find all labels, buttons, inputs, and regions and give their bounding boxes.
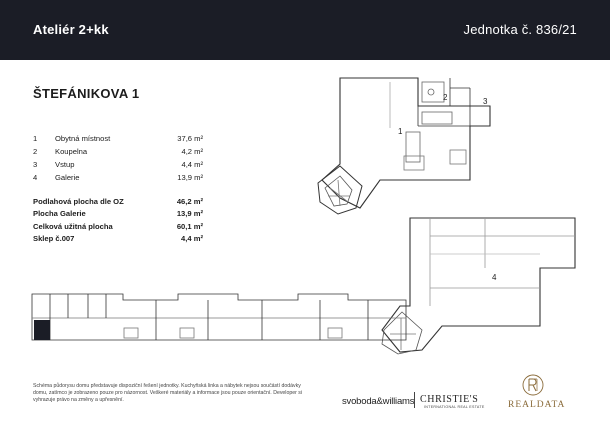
disclaimer-text: Schéma půdorysu domu představuje dispoziční řešení jednotky. Kuchyňská linka a nábytek nejsou součástí dodávky domu, zatímco je zobrazeno pouze pro názornost. Veškeré materiály a informace jsou pouze orientační. Developer si vyhrazuje právo na změny a upřesnění. [33, 383, 303, 403]
plan-label-room3: 3 [483, 97, 488, 106]
room-number: 1 [33, 134, 38, 143]
room-area: 4,4 m² [181, 160, 203, 169]
christies-logo: CHRISTIE'S [420, 394, 479, 405]
unit-number: Jednotka č. 836/21 [463, 22, 577, 37]
summary-value: 60,1 m² [176, 221, 203, 231]
room-name: Galerie [55, 173, 80, 182]
summary-row [33, 209, 203, 221]
unit-type-title: Ateliér 2+kk [33, 22, 109, 37]
lower-floor-plan [318, 78, 490, 214]
christies-subtitle: INTERNATIONAL REAL ESTATE [424, 405, 485, 409]
room-row [33, 160, 203, 173]
room-number: 3 [33, 160, 38, 169]
building-location-map [28, 290, 408, 352]
summary-label: Sklep č.007 [33, 234, 75, 244]
room-row [33, 134, 203, 147]
summary-value: 13,9 m² [176, 209, 203, 219]
room-area: 37,6 m² [177, 134, 203, 143]
summary-label: Podlahová plocha dle OZ [33, 197, 124, 206]
svoboda-williams-logo: svoboda&williams [342, 396, 415, 407]
summary-row [33, 234, 203, 246]
realdata-logo: REALDATA [508, 400, 566, 410]
highlighted-unit [34, 320, 50, 340]
address-heading: ŠTEFÁNIKOVA 1 [33, 86, 140, 101]
room-name: Koupelna [55, 147, 88, 156]
room-area: 13,9 m² [177, 173, 203, 182]
room-name: Vstup [55, 160, 75, 169]
plan-label-room4: 4 [492, 273, 497, 282]
room-row [33, 173, 203, 186]
gallery-floor-plan [382, 218, 575, 354]
realdata-emblem-icon [522, 374, 544, 396]
summary-value: 46,2 m² [176, 197, 203, 206]
room-number: 2 [33, 147, 38, 156]
logo-divider [414, 392, 415, 408]
room-row [33, 147, 203, 160]
area-summary [33, 197, 203, 247]
rooms-table [33, 134, 203, 186]
plan-label-room1: 1 [398, 127, 403, 136]
room-area: 4,2 m² [181, 147, 203, 156]
plan-label-room2: 2 [443, 93, 448, 102]
summary-label: Plocha Galerie [33, 209, 86, 219]
summary-row [33, 197, 203, 209]
room-name: Obytná místnost [55, 134, 111, 143]
summary-value: 4,4 m² [181, 234, 203, 244]
summary-label: Celková užitná plocha [33, 221, 113, 231]
room-number: 4 [33, 173, 38, 182]
header-bar [0, 0, 610, 60]
summary-row [33, 222, 203, 234]
